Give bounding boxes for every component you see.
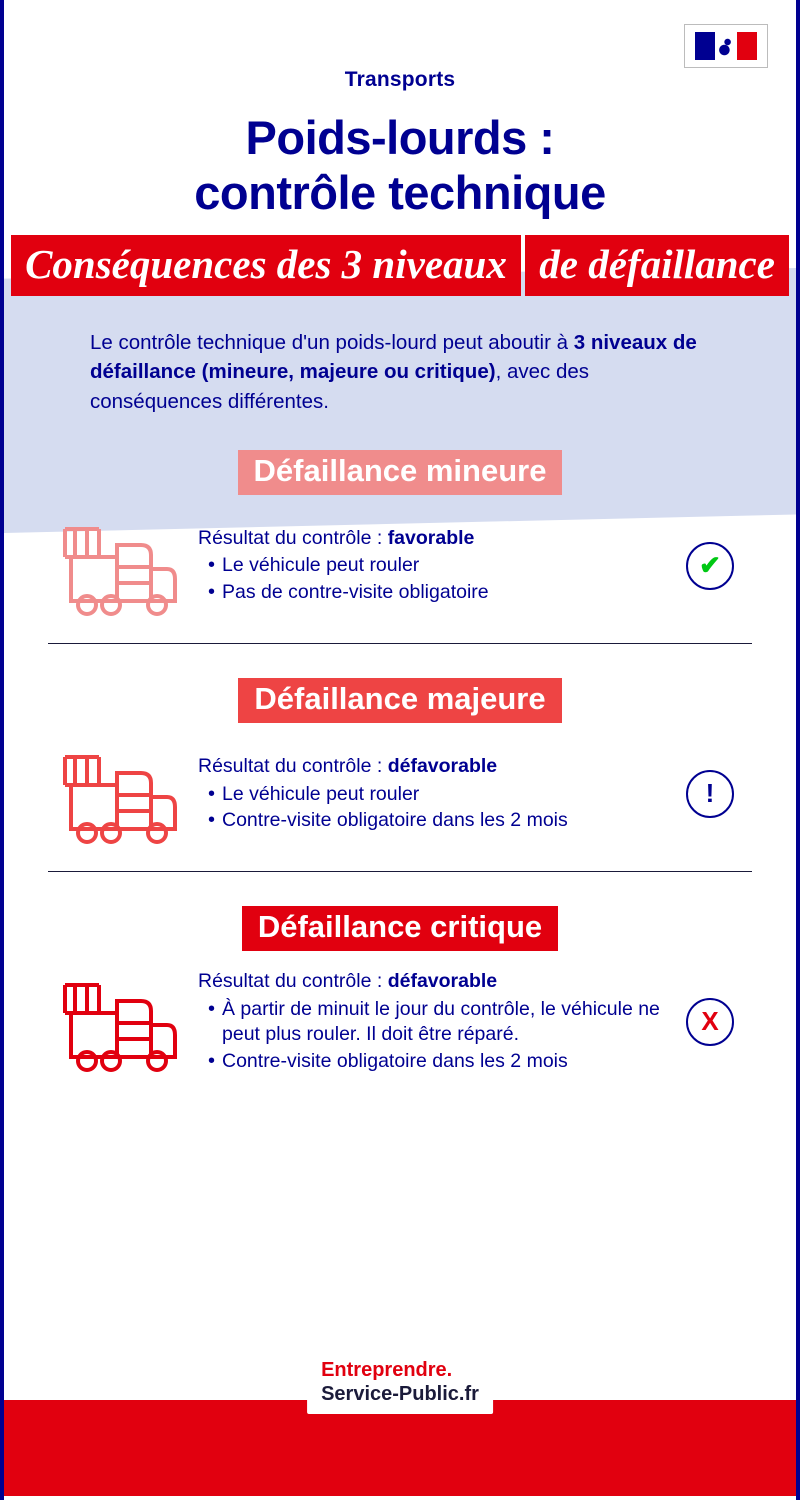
section-defaillance-mineure <box>0 450 800 644</box>
section-row-critical <box>0 967 800 1077</box>
subtitle-line2: de défaillance <box>525 235 789 296</box>
badge-critical <box>668 998 752 1046</box>
section-heading-minor <box>0 450 800 495</box>
intro-text-part2: , avec des conséquences différentes. <box>90 360 590 413</box>
section-heading-major-label: Défaillance majeure <box>238 678 561 723</box>
section-heading-major <box>0 678 800 723</box>
intro-paragraph <box>90 328 710 415</box>
intro-text-part1: Le contrôle technique d'un poids-lourd peut aboutir à <box>90 331 574 355</box>
list-item: • Pas de contre-visite obligatoire <box>206 580 668 606</box>
section-heading-minor-label: Défaillance mineure <box>238 450 563 495</box>
section-divider <box>48 643 752 644</box>
badge-minor <box>668 542 752 590</box>
list-item: • À partir de minuit le jour du contrôle, le véhicule ne peut plus rouler. Il doit être réparé. <box>206 997 668 1048</box>
list-item: • Contre-visite obligatoire dans les 2 mois <box>206 1049 668 1075</box>
result-label-critical: Résultat du contrôle : <box>198 970 388 993</box>
page-title-line1: Poids-lourds : <box>245 111 555 164</box>
list-item: • Contre-visite obligatoire dans les 2 mois <box>206 808 668 834</box>
section-defaillance-critique <box>0 906 800 1077</box>
result-line-critical <box>198 969 668 995</box>
page-title-line2: contrôle technique <box>194 166 606 220</box>
section-text-critical <box>188 969 668 1075</box>
section-row-major <box>0 739 800 849</box>
result-line-major <box>198 754 668 780</box>
section-heading-critical-label: Défaillance critique <box>242 906 558 951</box>
section-defaillance-majeure <box>0 678 800 872</box>
kicker-label: Transports <box>344 68 456 91</box>
subtitle-line1: Conséquences des 3 niveaux <box>11 235 521 296</box>
exclamation-icon: ! <box>686 770 734 818</box>
section-heading-critical <box>0 906 800 951</box>
check-icon: ✔ <box>686 542 734 590</box>
section-row-minor <box>0 511 800 621</box>
result-label-major: Résultat du contrôle : <box>198 754 388 777</box>
intro-text-bold: 3 niveaux de défaillance (mineure, majeure ou critique) <box>90 331 697 384</box>
section-divider <box>48 871 752 872</box>
bullet-list-critical <box>198 997 668 1075</box>
truck-icon <box>48 739 188 849</box>
footer-brand-line2: Service-Public.fr <box>321 1383 479 1405</box>
result-label-minor: Résultat du contrôle : <box>198 526 388 549</box>
result-value-major: défavorable <box>387 754 498 777</box>
section-text-major <box>188 754 668 834</box>
result-line-minor <box>198 526 668 552</box>
truck-icon <box>48 511 188 621</box>
badge-major <box>668 770 752 818</box>
bullet-list-major <box>198 782 668 834</box>
section-text-minor <box>188 526 668 606</box>
subtitle-highlight <box>0 233 800 298</box>
cross-icon: X <box>686 998 734 1046</box>
list-item: • Le véhicule peut rouler <box>206 553 668 579</box>
list-item: • Le véhicule peut rouler <box>206 782 668 808</box>
service-public-logo <box>307 1352 493 1414</box>
truck-icon <box>48 967 188 1077</box>
footer-brand-line1: Entreprendre. <box>321 1359 453 1381</box>
footer-bar <box>4 1400 796 1496</box>
bullet-list-minor <box>198 553 668 605</box>
page-title <box>0 110 800 221</box>
result-value-critical: défavorable <box>387 970 498 993</box>
result-value-minor: favorable <box>387 526 475 549</box>
